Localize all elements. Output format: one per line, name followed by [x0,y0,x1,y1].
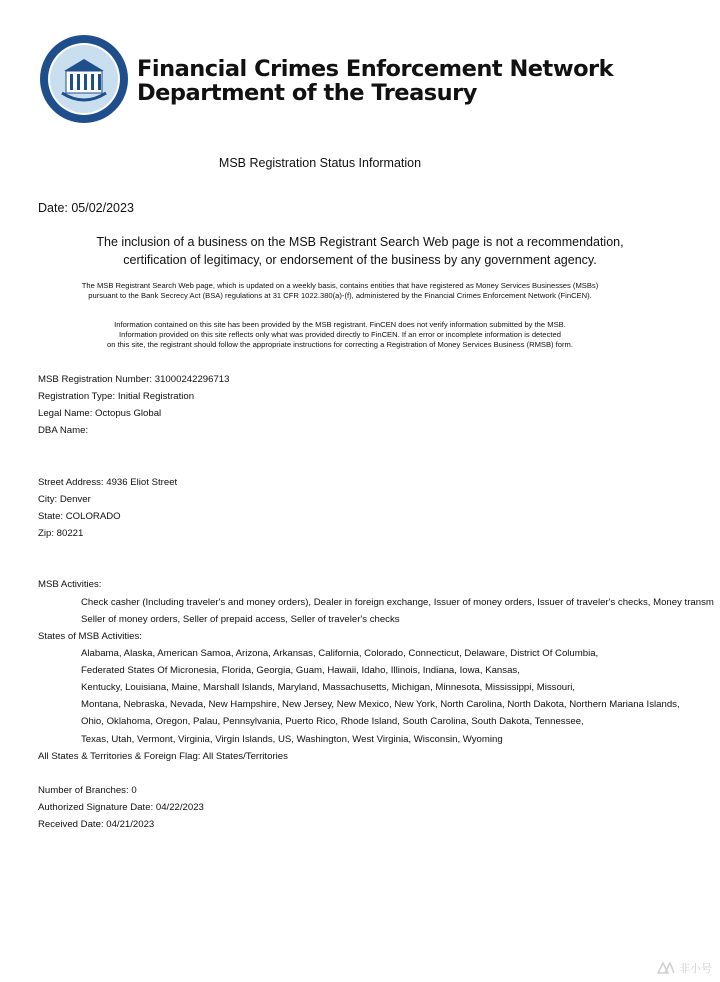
state: State: COLORADO [38,511,121,522]
states-line-5: Ohio, Oklahoma, Oregon, Palau, Pennsylvania, Puerto Rico, Rhode Island, South Carolina, South Dakota, Tennessee, [81,716,584,727]
states-line-4: Montana, Nebraska, Nevada, New Hampshire, New Jersey, New Mexico, New York, North Carolina, North Dakota, Northern Mariana Islands, [81,699,680,710]
msb-activities-line-1: Check casher (Including traveler's and money orders), Dealer in foreign exchange, Issuer of money orders, Issuer of traveler's checks, Money transm [81,597,714,608]
note-2-line-3: on this site, the registrant should follow the appropriate instructions for correcting a Registration of Money Services Business (RMSB) form. [107,340,573,349]
states-line-2: Federated States Of Micronesia, Florida, Georgia, Guam, Hawaii, Idaho, Illinois, Indiana, Iowa, Kansas, [81,665,520,676]
org-name-line2: Department of the Treasury [137,80,477,106]
note-2-line-1: Information contained on this site has been provided by the MSB registrant. FinCEN does not verify information submitted by the MSB. [114,320,566,329]
registration-number: MSB Registration Number: 31000242296713 [38,374,230,385]
msb-activities-line-2: Seller of money orders, Seller of prepaid access, Seller of traveler's checks [81,614,400,625]
states-line-1: Alabama, Alaska, American Samoa, Arizona, Arkansas, California, Colorado, Connecticut, Delaware, District Of Columbia, [81,648,599,659]
treasury-seal-logo [38,33,130,125]
dba-name: DBA Name: [38,425,89,436]
disclaimer-line-2: certification of legitimacy, or endorsement of the business by any government agency. [123,253,597,267]
states-line-6: Texas, Utah, Vermont, Virginia, Virgin Islands, US, Washington, West Virginia, Wisconsin, Wyoming [81,734,503,745]
org-name-line1: Financial Crimes Enforcement Network [137,56,614,82]
watermark-text: 非小号 [679,963,712,975]
msb-activities-label: MSB Activities: [38,579,102,590]
number-of-branches: Number of Branches: 0 [38,785,137,796]
states-line-3: Kentucky, Louisiana, Maine, Marshall Islands, Maryland, Massachusetts, Michigan, Minnesota, Mississippi, Missouri, [81,682,576,693]
note-1-line-2: pursuant to the Bank Secrecy Act (BSA) regulations at 31 CFR 1022.380(a)-(f), administered by the Financial Crimes Enforcement Network (FinCEN). [88,291,592,300]
street-address: Street Address: 4936 Eliot Street [38,477,178,488]
report-date: Date: 05/02/2023 [38,201,134,215]
note-2-line-2: Information provided on this site reflects only what was provided directly to FinCEN. If an error or incomplete information is detected [119,330,561,339]
legal-name: Legal Name: Octopus Global [38,408,162,419]
zip: Zip: 80221 [38,528,84,539]
document-title: MSB Registration Status Information [218,156,422,170]
authorized-signature-date: Authorized Signature Date: 04/22/2023 [38,802,204,813]
states-label: States of MSB Activities: [38,631,142,642]
received-date: Received Date: 04/21/2023 [38,819,155,830]
watermark [657,960,712,976]
city: City: Denver [38,494,91,505]
note-1-line-1: The MSB Registrant Search Web page, which is updated on a weekly basis, contains entities that have registered as Money Services Businesses (MSBs) [81,281,599,290]
registration-type: Registration Type: Initial Registration [38,391,195,402]
all-states-flag: All States & Territories & Foreign Flag: All States/Territories [38,751,288,762]
watermark-logo-icon [657,962,675,974]
disclaimer-line-1: The inclusion of a business on the MSB Registrant Search Web page is not a recommendation, [96,235,624,249]
